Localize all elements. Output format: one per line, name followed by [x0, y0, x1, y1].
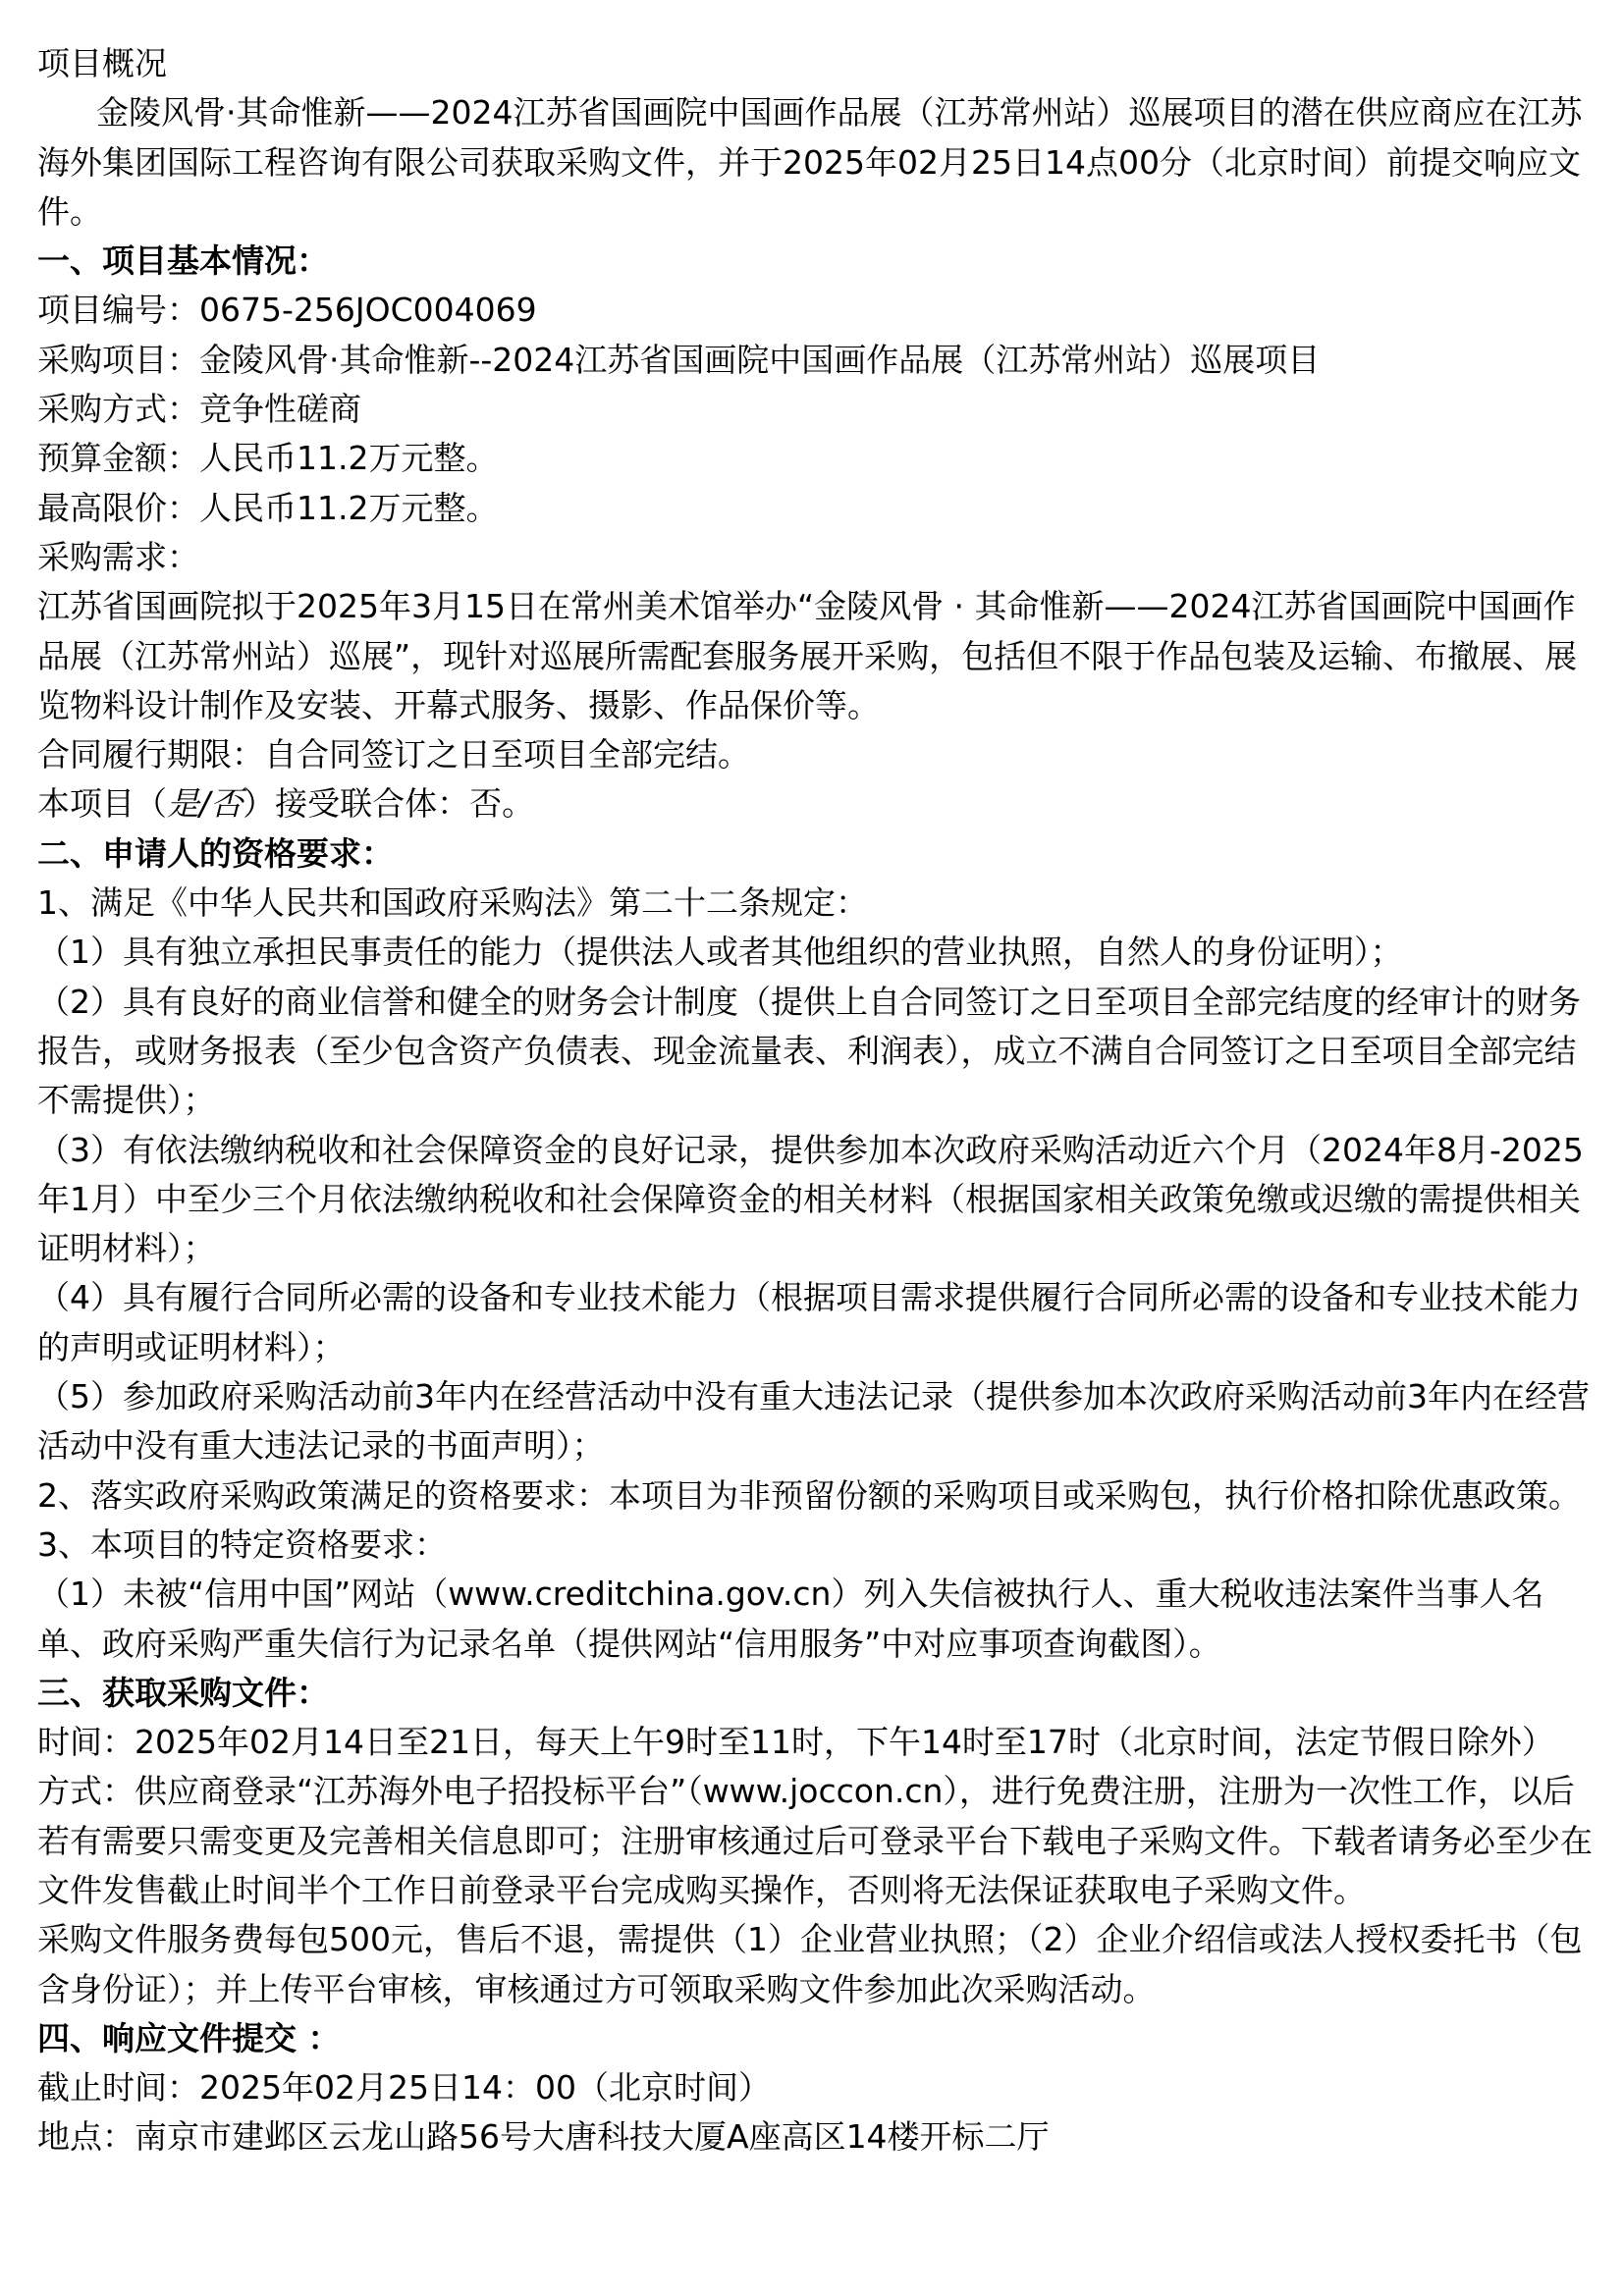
qualification-item-3: 3、本项目的特定资格要求：: [37, 1524, 447, 1564]
qualification-sub-2: （2）具有良好的商业信誉和健全的财务会计制度（提供上自合同签订之日至项目全部完结度的经审计的财务报告，或财务报表（至少包含资产负债表、现金流量表、利润表），成立不满自合同签订之日至项目全部完结不需提供）；: [37, 982, 1581, 1120]
qualification-sub-4: （4）具有履行合同所必需的设备和专业技术能力（根据项目需求提供履行合同所必需的设备和专业技术能力的声明或证明材料）；: [37, 1278, 1581, 1366]
section2-heading: 二、申请人的资格要求：: [37, 833, 394, 873]
overview-title: 项目概况: [37, 44, 167, 82]
section1-heading: 一、项目基本情况：: [37, 241, 329, 281]
max-price: 最高限价：人民币11.2万元整。: [37, 488, 499, 527]
consortium-suffix: ）接受联合体：否。: [243, 784, 535, 824]
qualification-sub-3: （3）有依法缴纳税收和社会保障资金的良好记录，提供参加本次政府采购活动近六个月（2024年8月-2025年1月）中至少三个月依法缴纳税收和社会保障资金的相关材料（根据国家相关政策免缴或迟缴的需提供相关证明材料）；: [37, 1130, 1584, 1268]
obtain-time: 时间：2025年02月14日至21日，每天上午9时至11时，下午14时至17时（北京时间，法定节假日除外）: [37, 1723, 1554, 1762]
qualification-sub-5: （5）参加政府采购活动前3年内在经营活动中没有重大违法记录（提供参加本次政府采购活动前3年内在经营活动中没有重大违法记录的书面声明）；: [37, 1377, 1590, 1466]
consortium-prefix: 本项目（: [37, 784, 167, 824]
project-number: 项目编号：0675-256JOC004069: [37, 291, 537, 330]
demand-label: 采购需求：: [37, 537, 199, 576]
obtain-method: 方式：供应商登录“江苏海外电子招投标平台”（www.joccon.cn），进行免费注册，注册为一次性工作，以后若有需要只需变更及完善相关信息即可；注册审核通过后可登录平台下载电子采购文件。下载者请务必至少在文件发售截止时间半个工作日前登录平台完成购买操作，否则将无法保证获取电子采购文件。: [37, 1772, 1593, 1909]
consortium-choice: 是/否: [167, 784, 243, 824]
qualification-sub-1: （1）具有独立承担民事责任的能力（提供法人或者其他组织的营业执照，自然人的身份证明）；: [37, 933, 1403, 972]
document-page: [37, 39, 1594, 2163]
demand-body: 江苏省国画院拟于2025年3月15日在常州美术馆举办“金陵风骨 · 其命惟新——2024江苏省国画院中国画作品展（江苏常州站）巡展”，现针对巡展所需配套服务展开采购，包括但不限于作品包装及运输、布撤展、展览物料设计制作及安装、开幕式服务、摄影、作品保价等。: [37, 587, 1578, 724]
qualification-item-1: 1、满足《中华人民共和国政府采购法》第二十二条规定：: [37, 883, 868, 923]
budget-amount: 预算金额：人民币11.2万元整。: [37, 439, 499, 478]
overview-body: 金陵风骨·其命惟新——2024江苏省国画院中国画作品展（江苏常州站）巡展项目的潜在供应商应在江苏海外集团国际工程咨询有限公司获取采购文件，并于2025年02月25日14点00分（北京时间）前提交响应文件。: [37, 93, 1583, 231]
consortium-line: [37, 779, 1594, 828]
contract-period: 合同履行期限：自合同签订之日至项目全部完结。: [37, 735, 750, 774]
section4-heading: 四、响应文件提交 ：: [37, 2018, 341, 2057]
qualification-sub-3-1: （1）未被“信用中国”网站（www.creditchina.gov.cn）列入失信被执行人、重大税收违法案件当事人名单、政府采购严重失信行为记录名单（提供网站“信用服务”中对应事项查询截图）。: [37, 1575, 1544, 1663]
procurement-method: 采购方式：竞争性磋商: [37, 390, 361, 429]
submission-location: 地点：南京市建邺区云龙山路56号大唐科技大厦A座高区14楼开标二厅: [37, 2117, 1050, 2157]
section3-heading: 三、获取采购文件：: [37, 1673, 329, 1712]
qualification-item-2: 2、落实政府采购政策满足的资格要求：本项目为非预留份额的采购项目或采购包，执行价格扣除优惠政策。: [37, 1475, 1581, 1515]
document-fee: 采购文件服务费每包500元，售后不退，需提供（1）企业营业执照；（2）企业介绍信或法人授权委托书（包含身份证）；并上传平台审核，审核通过方可领取采购文件参加此次采购活动。: [37, 1920, 1583, 2008]
submission-deadline: 截止时间：2025年02月25日14：00（北京时间）: [37, 2068, 771, 2108]
project-name: 采购项目：金陵风骨·其命惟新--2024江苏省国画院中国画作品展（江苏常州站）巡展项目: [37, 340, 1321, 379]
